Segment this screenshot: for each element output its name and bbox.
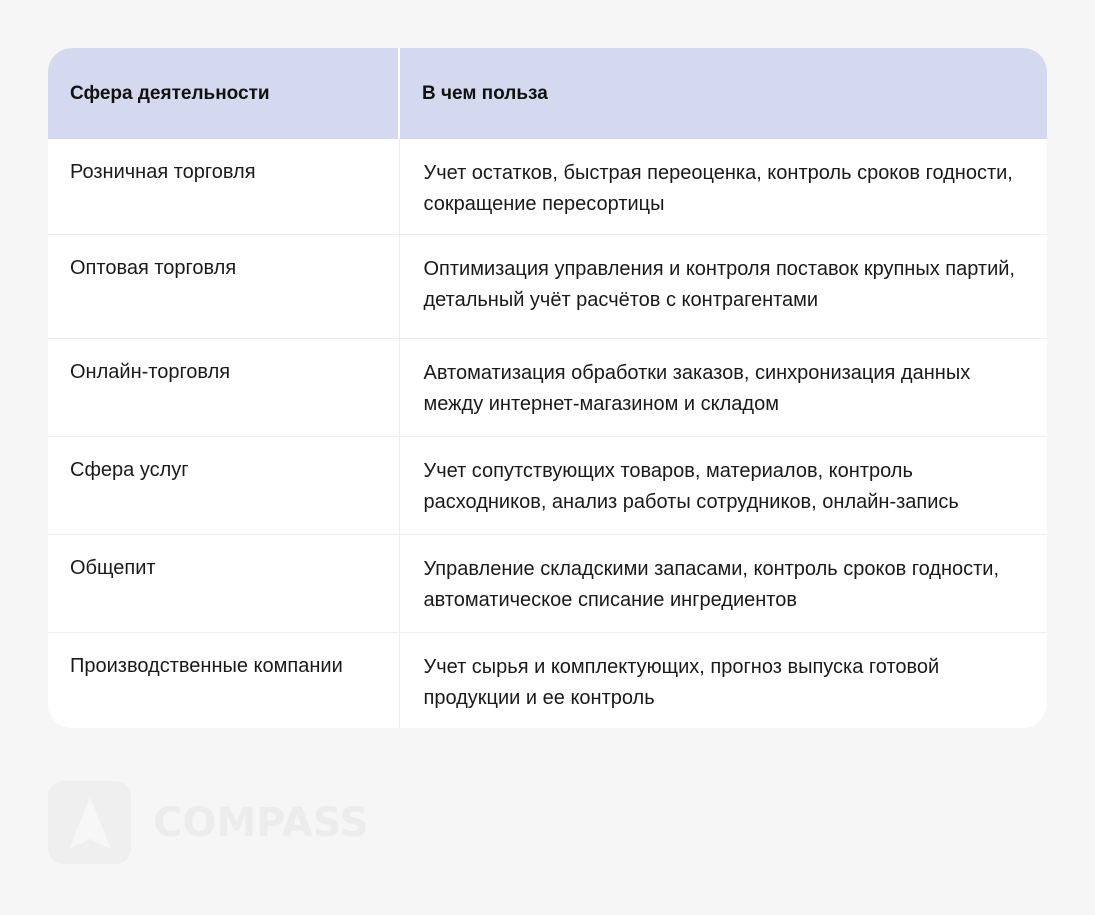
row-area: Онлайн-торговля: [48, 339, 399, 437]
brand-name: COMPASS: [153, 799, 369, 846]
header-area: Сфера деятельности: [48, 48, 399, 139]
table-row: [48, 535, 1047, 633]
row-area: Оптовая торговля: [48, 235, 399, 339]
table-row: [48, 339, 1047, 437]
compass-logo: [48, 781, 369, 864]
row-area: Сфера услуг: [48, 437, 399, 535]
header-benefit: В чем польза: [399, 48, 1047, 139]
row-area: Производственные компании: [48, 633, 399, 729]
table-header-row: [48, 48, 1047, 139]
table-row: [48, 633, 1047, 729]
row-benefit: Автоматизация обработки заказов, синхронизация данных между интернет-магазином и складом: [399, 339, 1047, 437]
comparison-table: [48, 48, 1047, 728]
row-benefit: Управление складскими запасами, контроль сроков годности, автоматическое списание ингредиентов: [399, 535, 1047, 633]
table-row: [48, 235, 1047, 339]
comparison-table-card: [48, 48, 1047, 728]
row-benefit: Учет сопутствующих товаров, материалов, контроль расходников, анализ работы сотрудников, онлайн-запись: [399, 437, 1047, 535]
row-benefit: Учет остатков, быстрая переоценка, контроль сроков годности, сокращение пересортицы: [399, 139, 1047, 235]
table-row: [48, 139, 1047, 235]
row-benefit: Учет сырья и комплектующих, прогноз выпуска готовой продукции и ее контроль: [423, 656, 940, 709]
row-area: Общепит: [48, 535, 399, 633]
compass-arrow-icon: [48, 781, 131, 864]
row-benefit: Оптимизация управления и контроля поставок крупных партий, детальный учёт расчётов с контрагентами: [399, 235, 1047, 339]
table-row: [48, 437, 1047, 535]
row-area: Розничная торговля: [48, 139, 399, 235]
